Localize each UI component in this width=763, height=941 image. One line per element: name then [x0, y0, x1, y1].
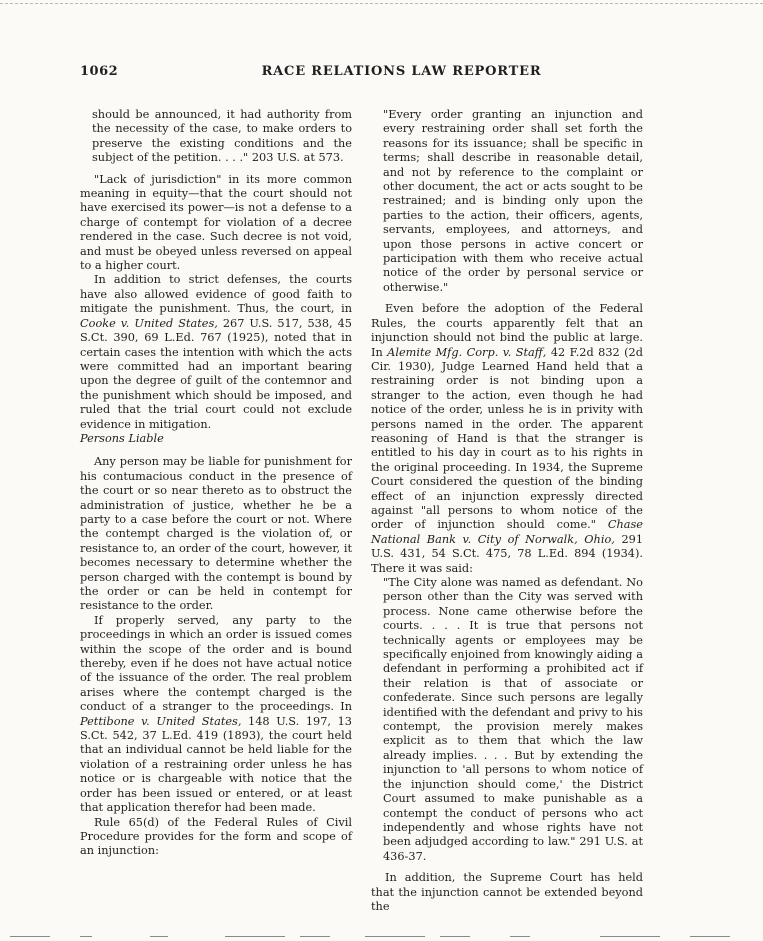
paragraph [80, 614, 352, 816]
text-run: "Every order granting an injunction and every restraining order shall set forth the reasons for its issuance; shall be specific in terms; shall describe in reasonable detail, and not by reference to the complaint or other document, the act or acts sought to be restrained; and is binding only upon the parties to the action, their officers, agents, servants, employees, and attorneys, and upon those persons in active concert or participation with them who receive actual notice of the order by personal service or otherwise." [383, 108, 643, 294]
text-run: 291 U.S. 431, 54 S.Ct. 475, 78 L.Ed. 894 (1934). There it was said: [371, 532, 644, 575]
scan-top-edge [0, 3, 763, 4]
italic-text: Persons Liable [80, 431, 164, 445]
text-run: "Lack of jurisdiction" in its more common meaning in equity—that the court should not have exercised its power—is not a defense to a charge of contempt for violation of a decree rendered in the case. Such decree is not void, and must be obeyed unless reversed on appeal to a higher court. [80, 172, 352, 273]
left-column [80, 108, 352, 859]
paragraph [80, 455, 352, 613]
text-run: 42 F.2d 832 (2d Cir. 1930), Judge Learned Hand held that a restraining order is not binding upon a stranger to the action, even though he had notice of the order, unless he is in privity with persons named in the order. The apparent reasoning of Hand is that the stranger is entitled to his day in court as to his rights in the original proceeding. In 1934, the Supreme Court considered the question of the binding effect of an injunction expressly directed against "all persons to whom notice of the order of injunction should come." [371, 345, 643, 532]
paragraph [80, 173, 352, 274]
scan-bottom-edge [0, 931, 763, 937]
page-number: 1062 [80, 64, 119, 79]
text-run: 148 U.S. 197, 13 S.Ct. 542, 37 L.Ed. 419 (1893), the court held that an individual cannot be held liable for the violation of a restraining order unless he has notice or is chargeable with notice that the order has been issued or entered, or at least that application therefor had been made. [80, 714, 352, 815]
block-quote [80, 108, 352, 166]
text-run: should be announced, it had authority from the necessity of the case, to make orders to preserve the existing conditions and the subject of the petition. . . ." 203 U.S. at 573. [92, 108, 352, 165]
right-column [371, 108, 643, 914]
paragraph [80, 816, 352, 859]
italic-text: Pettibone v. United States, [80, 714, 242, 728]
text-run: "The City alone was named as defendant. No person other than the City was served with process. None came otherwise before the courts. . . . It is true that persons not technically agents or employees may be specifically enjoined from knowingly aiding a defendant in performing a prohibited act if their relation is that of associate or confederate. Since such persons are legally identified with the defendant and privy to his contempt, the provision merely makes explicit as to them that which the law already implies. . . . But by extending the injunction to 'all persons to whom notice of the injunction should come,' the District Court assumed to make punishable as a contempt the conduct of persons who act independently and whose rights have not been adjudged according to law." 291 U.S. at 436-37. [383, 576, 643, 863]
running-title: RACE RELATIONS LAW REPORTER [261, 64, 542, 79]
paragraph [371, 871, 643, 914]
italic-text: Alemite Mfg. Corp. v. Staff, [387, 345, 547, 359]
block-quote [371, 576, 643, 864]
section-heading [80, 432, 352, 446]
text-run: If properly served, any party to the proceedings in which an order is issued comes within the scope of the order and is bound thereby, even if he does not have actual notice of the issuance of the order. The real problem arises where the contempt charged is the conduct of a stranger to the proceedings. In [80, 613, 352, 714]
block-quote [371, 108, 643, 295]
italic-text: Chase National Bank v. City of Norwalk, Ohio, [371, 518, 643, 546]
page-header [80, 64, 683, 86]
text-run: In addition, the Supreme Court has held that the injunction cannot be extended beyond the [371, 871, 643, 913]
text-run: Rule 65(d) of the Federal Rules of Civil Procedure provides for the form and scope of an injunction: [80, 815, 352, 858]
text-run: 267 U.S. 517, 538, 45 S.Ct. 390, 69 L.Ed. 767 (1925), noted that in certain cases the intention with which the acts were committed had an important bearing upon the degree of guilt of the contemnor and the punishment which should be imposed, and ruled that the trial court could not exclude evidence in mitigation. [80, 316, 352, 431]
text-run: In addition to strict defenses, the courts have also allowed evidence of good faith to mitigate the punishment. Thus, the court, in [80, 273, 352, 316]
paragraph [80, 273, 352, 431]
paragraph [371, 302, 643, 576]
italic-text: Cooke v. United States, [80, 316, 218, 330]
text-run: Any person may be liable for punishment for his contumacious conduct in the presence of the court or so near thereto as to obstruct the administration of justice, whether he be a party to a case before the court or not. Where the contempt charged is the violation of, or resistance to, an order of the court, however, it becomes necessary to determine whether the person charged with the contempt is bound by the order or can be held in contempt for resistance to the order. [80, 455, 352, 613]
text-run: Even before the adoption of the Federal Rules, the courts apparently felt that an injunction should not bind the public at large. In [371, 302, 643, 359]
